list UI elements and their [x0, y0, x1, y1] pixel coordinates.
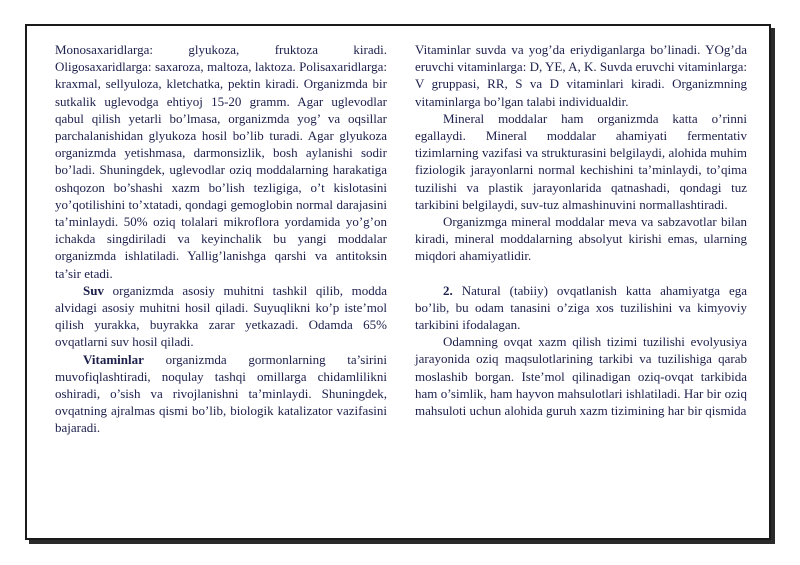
right-column [415, 41, 747, 419]
term-water: Suv [83, 282, 104, 298]
left-column [55, 41, 387, 437]
paragraph-vitamins [55, 351, 387, 437]
section-number: 2. [443, 282, 453, 298]
paragraph-natural-nutrition-text: Natural (tabiiy) ovqatlanish katta ahamiyatga ega bo’lib, bu odam tanasini o’ziga xos tuzilishini va kimyoviy tarkibini ifodalagan. [415, 282, 747, 333]
term-vitamins: Vitaminlar [83, 351, 144, 367]
paragraph-vitamin-types: Vitaminlar suvda va yog’da eriydiganlarga bo’linadi. YOg’da eruvchi vitaminlarga: D, YE, A, K. Suvda eruvchi vitaminlarga: V gruppasi, RR, S va D vitaminlari kiradi. Organizmning vitaminlarga bo’lgan talabi individualdir. [415, 42, 747, 109]
paragraph-natural-nutrition [415, 282, 747, 334]
page-frame [25, 24, 771, 540]
paragraph-minerals: Mineral moddalar ham organizmda katta o’rinni egallaydi. Mineral moddalar ahamiyati fermentativ tizimlarning vazifasi va strukturasini belgilaydi, alohida muhim fiziologik jarayonlarni normal kechishini ta’minlaydi, to’qima tuzilishi va plastik jarayonlarida qatnashadi, qondagi tuz tarkibini belgilaydi, suv-tuz almashinuvini normallashtiradi. [415, 110, 747, 212]
paragraph-digestion: Odamning ovqat xazm qilish tizimi tuzilishi evolyusiya jarayonida oziq maqsulotlarining tarkibi va tuzilishiga qarab moslashib borgan. Iste’mol qilinadigan oziq-ovqat tarkibida ham o’simlik, ham hayvon mahsulotlari ishlatiladi. Har bir oziq mahsuloti uchun alohida guruh xazm tizimining har bir qismida [415, 334, 747, 419]
paragraph-mineral-sources: Organizmga mineral moddalar meva va sabzavotlar bilan kiradi, mineral moddalarning absolyut kirishi emas, ularning miqdori ahamiyatlidir. [415, 214, 747, 264]
paragraph-carbohydrates: Monosaxaridlarga: glyukoza, fruktoza kiradi. Oligosaxaridlarga: saxaroza, maltoza, laktoza. Polisaxaridlarga: kraxmal, sellyuloza, kletchatka, pektin kiradi. Organizmda bir sutkalik uglevodga ehtiyoj 15-20 gramm. Agar uglevodlar qabul qilish yetarli bo’lmasa, organizmda yog’ va oqsillar parchalanishidan glyukoza hosil bo’lib turadi. Agar glyukoza organizmda yetishmasa, darmonsizlik, bosh aylanishi sodir bo’ladi. Shuningdek, uglevodlar oziq moddalarning harakatiga oshqozon bo’shashi xazm bo’lish tezligiga, o’t kislotasini yo’qotilishini to’xtatadi, qondagi gemoglobin normal darajasini ta’minlaydi. 50% oziq tolalari mikroflora yordamida yo’g’on ichakda singdiriladi va keyinchalik bu yangi moddalar organizmda ishlatiladi. Yallig’lanishga qarshi va antitoksin ta’sir etadi. [55, 42, 387, 281]
paragraph-water-text: organizmda asosiy muhitni tashkil qilib, modda alvidagi asosiy muhitni hosil qiladi. Suyuqlikni ko’p iste’mol qilish yurakka, buyrakka zarar yetkazadi. Odamda 65% ovqatlarni suv hosil qiladi. [55, 282, 387, 350]
paragraph-water [55, 282, 387, 351]
paragraph-vitamins-text: organizmda gormonlarning ta’sirini muvofiqlashtiradi, noqulay tashqi omillarga chidamlilikni oshiradi, o’sish va rivojlanishni ta’minlaydi. Shuningdek, ovqatning ajralmas qismi bo’lib, biologik katalizator vazifasini bajaradi. [55, 351, 387, 436]
